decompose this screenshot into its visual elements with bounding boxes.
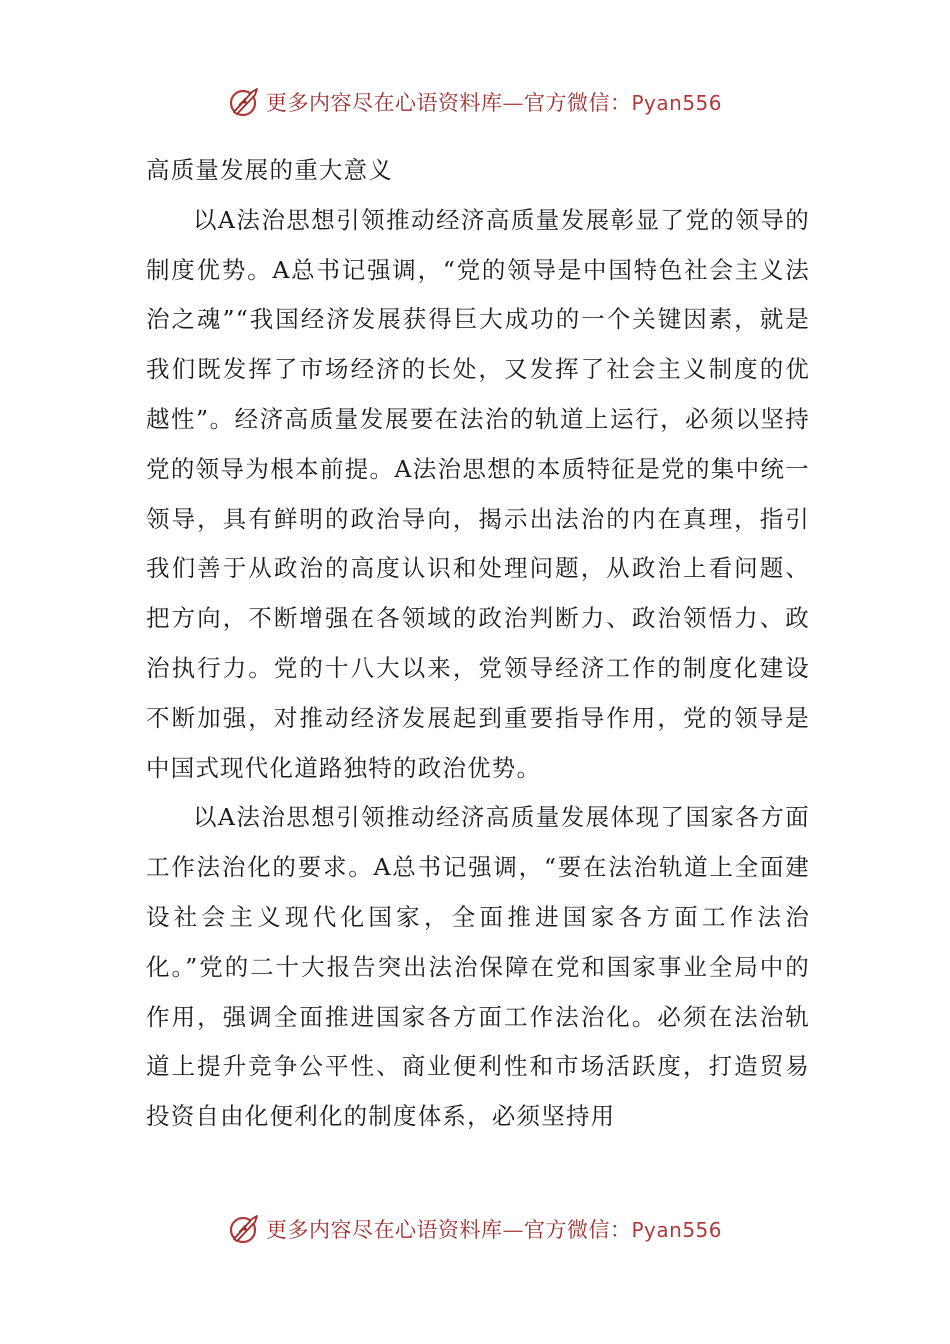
header-banner — [0, 82, 950, 122]
banner-separator: — — [502, 1218, 524, 1242]
banner-wechat-id: Pyan556 — [631, 91, 722, 115]
banner-separator: — — [502, 91, 524, 115]
paragraph-1: 以A法治思想引领推动经济高质量发展彰显了党的领导的制度优势。A总书记强调，“党的领导是中国特色社会主义法治之魂”“我国经济发展获得巨大成功的一个关键因素，就是我们既发挥了市场经济的长处，又发挥了社会主义制度的优越性”。经济高质量发展要在法治的轨道上运行，必须以坚持党的领导为根本前提。A法治思想的本质特征是党的集中统一领导，具有鲜明的政治导向，揭示出法治的内在真理，指引我们善于从政治的高度认识和处理问题，从政治上看问题、把方向，不断增强在各领域的政治判断力、政治领悟力、政治执行力。党的十八大以来，党领导经济工作的制度化建设不断加强，对推动经济发展起到重要指导作用，党的领导是中国式现代化道路独特的政治优势。 — [146, 205, 810, 782]
paragraph-2: 以A法治思想引领推动经济高质量发展体现了国家各方面工作法治化的要求。A总书记强调，“要在法治轨道上全面建设社会主义现代化国家，全面推进国家各方面工作法治化。”党的二十大报告突出法治保障在党和国家事业全局中的作用，强调全面推进国家各方面工作法治化。必须在法治轨道上提升竞争公平性、商业便利性和市场活跃度，打造贸易投资自由化便利化的制度体系，必须坚持用 — [146, 803, 810, 1131]
banner-text — [266, 1214, 722, 1244]
banner-brand: 更多内容尽在心语资料库 — [265, 1218, 503, 1242]
banner-text — [266, 87, 722, 117]
pen-nib-circle-logo-icon — [228, 1212, 262, 1246]
document-body — [146, 146, 810, 1142]
banner-label: 官方微信： — [523, 1218, 632, 1242]
pen-nib-circle-logo-icon — [228, 85, 262, 119]
heading-fragment: 高质量发展的重大意义 — [146, 156, 393, 184]
banner-wechat-id: Pyan556 — [631, 1218, 722, 1242]
banner-label: 官方微信： — [523, 91, 632, 115]
banner-brand: 更多内容尽在心语资料库 — [265, 91, 503, 115]
footer-banner — [0, 1209, 950, 1249]
